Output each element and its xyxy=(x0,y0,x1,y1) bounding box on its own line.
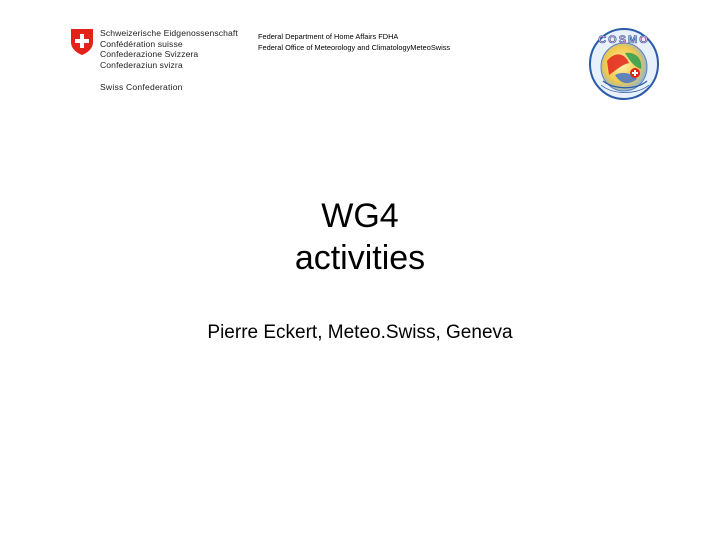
slide-title-line-2: activities xyxy=(294,239,426,277)
swiss-shield-icon xyxy=(70,28,94,56)
cosmo-logo xyxy=(585,23,663,103)
confederation-name-it: Confederazione Svizzera xyxy=(100,49,199,60)
slide-subtitle: Pierre Eckert, Meteo.Swiss, Geneva xyxy=(207,322,513,343)
swiss-confederation-logo xyxy=(70,28,270,98)
department-name: Federal Department of Home Affairs FDHA xyxy=(258,32,399,41)
cosmo-logo-text: COSMO xyxy=(598,34,650,46)
office-short-name: MeteoSwiss xyxy=(410,43,451,53)
slide-title xyxy=(0,195,720,279)
department-header xyxy=(258,31,450,54)
confederation-name-rm: Confederaziun svizra xyxy=(100,59,183,70)
confederation-names xyxy=(100,28,238,70)
office-name: Federal Office of Meteorology and Climatology xyxy=(258,43,411,53)
confederation-name-de: Schweizerische Eidgenossenschaft xyxy=(100,28,238,38)
confederation-name-fr: Confédération suisse xyxy=(100,38,183,49)
slide-title-line-1: WG4 xyxy=(321,197,399,235)
office-line xyxy=(258,42,450,53)
confederation-name-en: Swiss Confederation xyxy=(100,82,183,92)
